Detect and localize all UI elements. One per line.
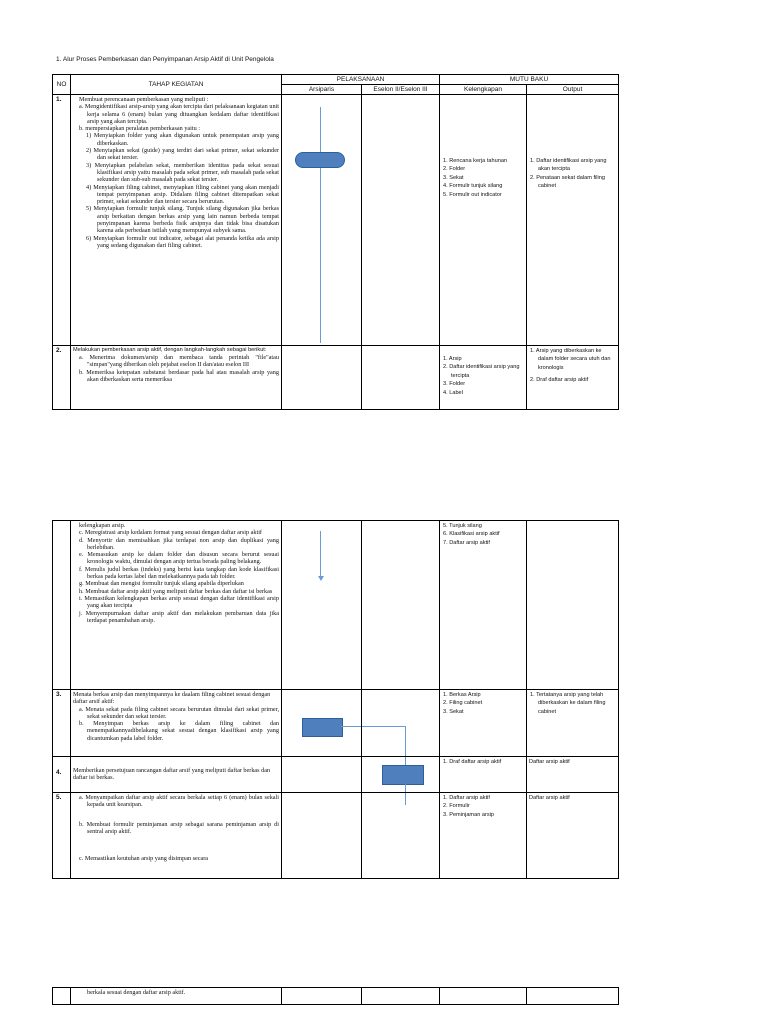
header-arsiparis: Arsiparis bbox=[282, 85, 362, 95]
activity-step: a. Menerima dokumen/arsip dan membaca tanda perintah "file"atau "simpan"yang diberikan oleh pejabat eselon II dan/atau eselon III bbox=[79, 354, 279, 369]
activity-step: b. Membuat formulir peminjaman arsip sebagai sarana peminjaman arsip di sentral arsip aktif. bbox=[79, 820, 279, 835]
process-box-shape bbox=[382, 765, 424, 785]
arsiparis-flow-cell bbox=[282, 757, 362, 793]
kelengkapan-item: 1. Daftar arsip aktif bbox=[443, 795, 490, 801]
row-number: 2. bbox=[53, 346, 71, 410]
header-pelaksanaan: PELAKSANAAN bbox=[282, 75, 440, 85]
eselon-flow-cell bbox=[362, 521, 440, 690]
arsiparis-flow-cell bbox=[282, 95, 362, 346]
activity-cell: Memberikan persetujuan rancangan daftar arsif yang meliputi daftar berkas dan daftar isi berkas. bbox=[71, 757, 282, 793]
table-row bbox=[53, 793, 619, 879]
output-cell bbox=[527, 690, 619, 757]
flow-connector bbox=[405, 793, 406, 805]
kelengkapan-cell bbox=[440, 757, 527, 793]
flow-connector bbox=[320, 531, 321, 577]
kelengkapan-item: 1. Draf daftar arsip aktif bbox=[443, 759, 502, 765]
table-row bbox=[53, 521, 619, 690]
flow-connector bbox=[405, 784, 406, 793]
table-row bbox=[53, 988, 619, 1005]
kelengkapan-item: 3. Sekat bbox=[443, 708, 464, 715]
activity-step: c. Meregistrasi arsip kedalam format yang sesuai dengan daftar arsip aktif bbox=[79, 529, 262, 537]
table-row bbox=[53, 690, 619, 757]
kelengkapan-cell bbox=[440, 346, 527, 410]
process-table-page-3 bbox=[52, 987, 619, 1005]
row-number: 3. bbox=[53, 690, 71, 757]
kelengkapan-cell bbox=[440, 95, 527, 346]
kelengkapan-item: 2. Folder bbox=[443, 166, 466, 173]
output-item: 2. Penataan sekat dalam filing cabinet bbox=[530, 174, 605, 190]
flow-connector bbox=[362, 726, 405, 727]
process-box-shape bbox=[302, 718, 343, 737]
flow-connector bbox=[341, 726, 361, 727]
activity-substep: 3) Menyiapkan pelabelan sekat, memberikan identitas pada sekat sesuai klasifikasi arsip yaitu masalah pada sekat primer, sub masalah pada sekat sekunder dan sub-sub masalah pada sekat tersier. bbox=[86, 161, 279, 184]
row-number: 4. bbox=[53, 757, 71, 793]
eselon-flow-cell bbox=[362, 793, 440, 879]
eselon-flow-cell bbox=[362, 95, 440, 346]
header-no: NO bbox=[53, 75, 71, 95]
activity-step: b. Memeriksa ketepatan substansi berdasar pada hal atau masalah arsip yang akan diberkaskan serta memeriksa bbox=[79, 368, 279, 383]
activity-step: a. Menata sekat pada filing cabinet secara berurutan dimulai dari sekat primer, sekat sekunder dan sekat tersier. bbox=[79, 705, 279, 720]
arsiparis-flow-cell bbox=[282, 690, 362, 757]
kelengkapan-item: 6. Klasifikasi arsip aktif bbox=[443, 531, 500, 538]
header-output: Output bbox=[527, 85, 619, 95]
output-item: 1. Daftar identifikasi arsip yang akan tercipta bbox=[530, 158, 607, 173]
activity-substep: 4) Menyiapkan filing cabinet, menyiapkan filing cabinet yang akan menjadi tempat penyimpanan arsip. Didalam filing cabinet ditempatkan sekat primer, sekat sekunder dan tersier secara berurutan. bbox=[86, 183, 279, 206]
process-table-page-2 bbox=[52, 520, 619, 879]
activity-substep: 6) Menyiapkan formulir out indicator, sebagai alat penanda ketika ada arsip yang sedang digunakan dari filing cabinet. bbox=[86, 234, 279, 249]
header-eselon: Eselon II/Eselon III bbox=[362, 85, 440, 95]
activity-step: e. Memasukan arsip ke dalam folder dan disusun secara berurut sesuai kronologis waktu, dimulai dengan arsip tertua berada paling belakang. bbox=[79, 551, 279, 566]
activity-step: h. Membuat daftar arsip aktif yang meliputi daftar berkas dan daftar isi berkas bbox=[79, 587, 273, 595]
activity-step: f. Menulis judul berkas (indeks) yang berisi kata tangkap dan kode klasifikasi berkas pada kertas label dan melekatkannya pada tab folder. bbox=[79, 565, 279, 581]
kelengkapan-cell bbox=[440, 988, 527, 1005]
activity-cell bbox=[71, 690, 282, 757]
output-item: 1. Arsip yang diberkaskan ke dalam folder secara utuh dan kronologis bbox=[530, 348, 611, 371]
activity-step: a. Mengidentifikasi arsip-arsip yang akan tercipta dari pelaksanaan kegiatan unit kerja selama 6 (enam) bulan yang dituangkan kedalam daftar identifikasi arsip yang akan tercipta. bbox=[79, 103, 279, 125]
activity-cell bbox=[71, 346, 282, 410]
eselon-flow-cell bbox=[362, 346, 440, 410]
kelengkapan-item: 2. Filing cabinet bbox=[443, 700, 483, 707]
flow-connector bbox=[405, 757, 406, 765]
activity-intro: Melakukan pemberkasan arsip aktif, dengan langkah-langkah sebagai berikut: bbox=[73, 347, 267, 353]
table-row bbox=[53, 95, 619, 346]
activity-step: b. Menyimpan berkas arsip ke dalam filing cabinet dan menempatkannyadibelakang sekat sesuai dengan klasifikasi arsip yang dicantumkan pada label folder. bbox=[79, 720, 279, 742]
document-title: 1. Alur Proses Pemberkasan dan Penyimpanan Arsip Aktif di Unit Pengelola bbox=[56, 56, 274, 63]
activity-intro: Membuat perencanaan pemberkasan yang meliputi : bbox=[79, 96, 209, 103]
header-mutu-baku: MUTU BAKU bbox=[440, 75, 619, 85]
process-table-page-1 bbox=[52, 74, 619, 410]
output-cell bbox=[527, 521, 619, 690]
activity-step: g. Membuat dan mengisi formulir tunjuk silang apabila diperlukan bbox=[79, 580, 244, 588]
activity-step: i. Memastikan kelengkapan berkas arsip sesuai dengan daftar identifikasi arsip yang akan tercipta bbox=[79, 594, 279, 610]
activity-step: d. Menyortir dan memisahkan jika terdapat non arsip dan duplikasi yang berlebihan. bbox=[79, 536, 279, 551]
row-number bbox=[53, 521, 71, 690]
activity-step: j. Menyempurnakan daftar arsip aktif dan melakukan pembaruan data jika terdapat penambahan arsip. bbox=[79, 609, 279, 624]
kelengkapan-cell bbox=[440, 793, 527, 879]
activity-step: a. Menyampaikan daftar arsip aktif secara berkala setiap 6 (enam) bulan sekali kepada unit kearsipan. bbox=[79, 794, 279, 809]
kelengkapan-item: 4. Formulir tunjuk silang bbox=[443, 183, 503, 190]
kelengkapan-cell bbox=[440, 521, 527, 690]
activity-cell bbox=[71, 521, 282, 690]
output-cell: Daftar arsip aktif bbox=[527, 793, 619, 879]
eselon-flow-cell bbox=[362, 988, 440, 1005]
activity-substep: 2) Menyiapkan sekat (guide) yang terdiri dari sekat primer, sekat sekunder dan sekat tersier. bbox=[86, 147, 279, 162]
activity-step: kelengkapan arsip. bbox=[79, 522, 126, 529]
activity-substep: 5) Menyiapkan formulir tunjuk silang. Tunjuk silang digunakan jika berkas arsip berkaitan dengan berkas arsip yang lain namun berbeda tempat penyimpanan karena berbeda fisik arsipnya dan tidak bisa disatukan karena ada perbedaan istilah yang mempunyai subyek sama. bbox=[86, 205, 279, 235]
flow-connector bbox=[405, 726, 406, 757]
activity-cell bbox=[71, 793, 282, 879]
eselon-flow-cell bbox=[362, 690, 440, 757]
kelengkapan-item: 1. Arsip bbox=[443, 356, 462, 362]
arsiparis-flow-cell bbox=[282, 793, 362, 879]
kelengkapan-item: 1. Berkas Arsip bbox=[443, 692, 481, 698]
header-kelengkapan: Kelengkapan bbox=[440, 85, 527, 95]
kelengkapan-item: 5. Formulir out indicator bbox=[443, 191, 502, 198]
flow-connector bbox=[320, 107, 321, 343]
kelengkapan-item: 3. Peminjaman arsip bbox=[443, 811, 494, 818]
activity-intro: Menata berkas arsip dan menyimpannya ke daalam filing cabinet sesuai dengan daftar arsif aktif: bbox=[73, 691, 271, 706]
row-number bbox=[53, 988, 71, 1005]
kelengkapan-item: 3. Folder bbox=[443, 381, 466, 388]
arsiparis-flow-cell bbox=[282, 521, 362, 690]
output-cell bbox=[527, 988, 619, 1005]
header-tahap-kegiatan: TAHAP KEGIATAN bbox=[71, 75, 282, 95]
eselon-flow-cell bbox=[362, 757, 440, 793]
row-number: 1. bbox=[53, 95, 71, 346]
kelengkapan-item: 2. Formulir bbox=[443, 803, 470, 810]
start-terminator-shape bbox=[295, 152, 345, 168]
table-row bbox=[53, 346, 619, 410]
activity-cell bbox=[71, 95, 282, 346]
kelengkapan-item: 4. Label bbox=[443, 389, 463, 396]
output-cell: Daftar arsip aktif bbox=[527, 757, 619, 793]
arsiparis-flow-cell bbox=[282, 346, 362, 410]
output-cell bbox=[527, 346, 619, 410]
activity-cell: berkala sesuai dengan daftar arsip aktif. bbox=[71, 988, 282, 1005]
kelengkapan-item: 7. Daftar arsip aktif bbox=[443, 539, 490, 546]
activity-step: c. Memastikan keutuhan arsip yang disimpan secara bbox=[79, 855, 209, 863]
output-item: 1. Tertatanya arsip yang telah diberkaskan ke dalam filing cabinet bbox=[530, 692, 606, 715]
kelengkapan-item: 5. Tunjuk silang bbox=[443, 523, 482, 529]
kelengkapan-cell bbox=[440, 690, 527, 757]
output-item: 2. Draf daftar arsip aktif bbox=[530, 377, 589, 384]
output-cell bbox=[527, 95, 619, 346]
flow-arrow-icon bbox=[318, 576, 324, 581]
arsiparis-flow-cell bbox=[282, 988, 362, 1005]
row-number: 5. bbox=[53, 793, 71, 879]
kelengkapan-item: 3. Sekat bbox=[443, 174, 464, 181]
kelengkapan-item: 1. Rencana kerja tahunan bbox=[443, 158, 508, 164]
table-row bbox=[53, 757, 619, 793]
kelengkapan-item: 2. Daftar identifikasi arsip yang tercipta bbox=[443, 364, 520, 379]
activity-substep: 1) Menyiapkan folder yang akan digunakan untuk penempatan arsip yang diberkaskan. bbox=[86, 132, 279, 147]
activity-step: b. mempersiapkan peralatan pemberkasan yaitu : bbox=[79, 125, 200, 133]
